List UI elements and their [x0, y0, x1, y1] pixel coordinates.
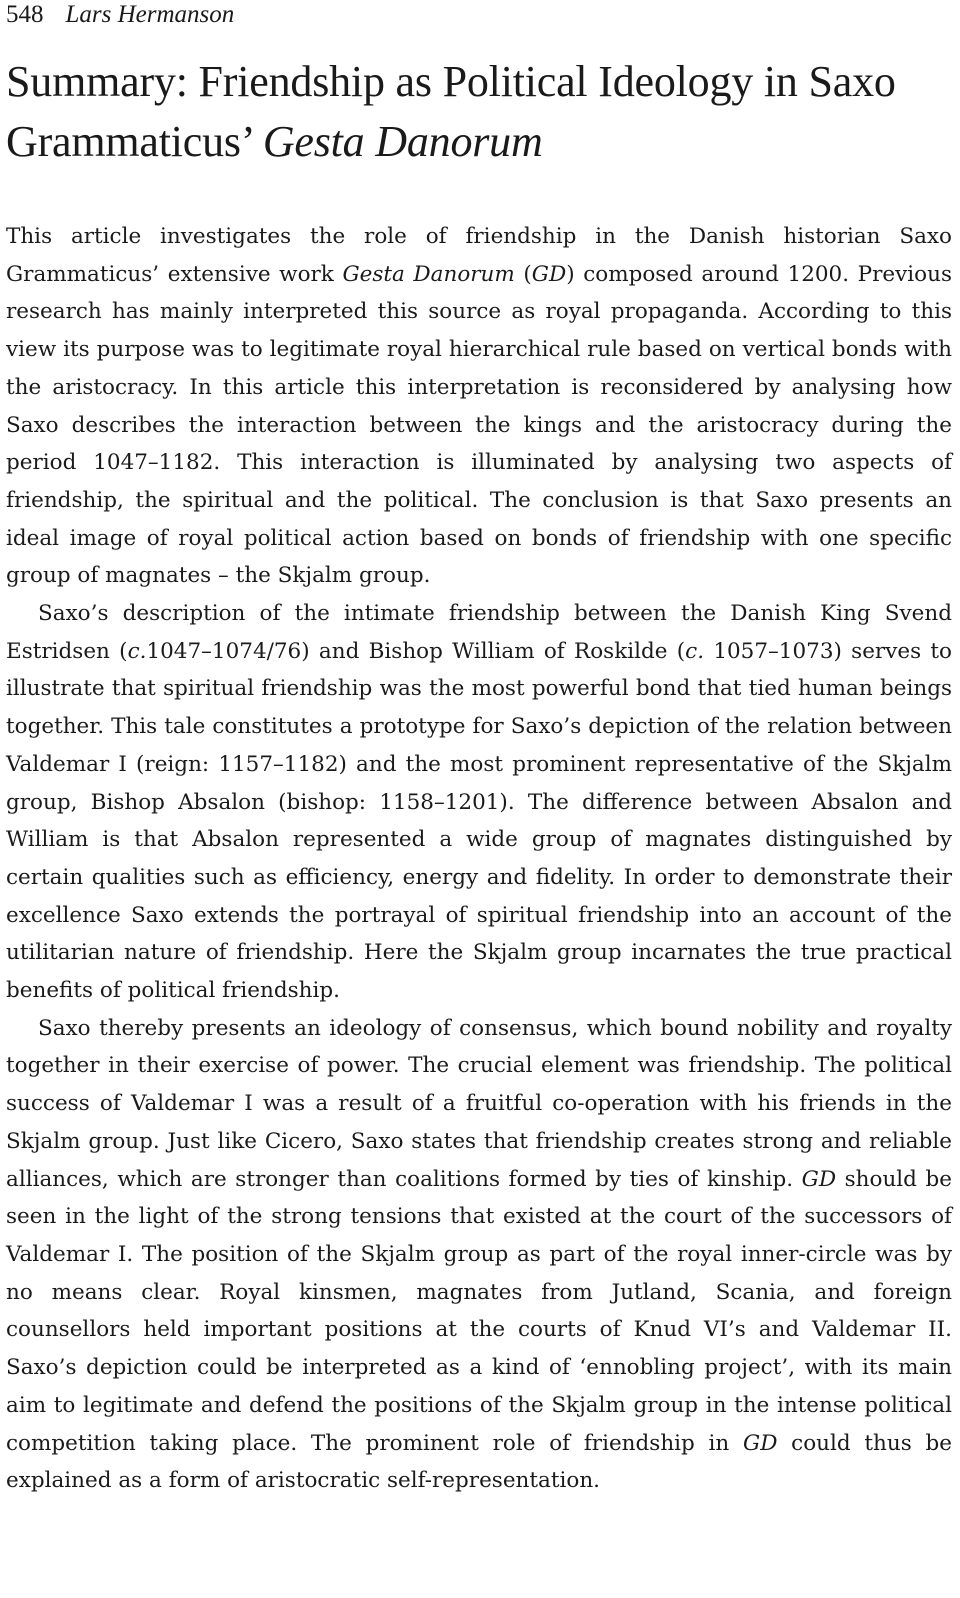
- italic-run: c.: [127, 638, 147, 664]
- italic-run: Gesta Danorum: [342, 261, 515, 287]
- summary-body: [6, 218, 952, 1500]
- article-title-main: Summary: Friendship as Political Ideology in Saxo Grammaticus’: [6, 57, 896, 166]
- italic-run: c.: [685, 638, 705, 664]
- italic-run: GD: [531, 261, 567, 287]
- text-run: This article investigates the role of friendship in the Danish historian Saxo Grammaticus’ extensive work: [6, 224, 952, 287]
- text-run: should be seen in the light of the strong tensions that existed at the court of the successors of Valdemar I. The position of the Skjalm group as part of the royal inner-circle was by no means clear. Royal kinsmen, magnates from Jutland, Scania, and foreign counsellors held important positions at the courts of Knud VI’s and Valdemar II. Saxo’s depiction could be interpreted as a kind of ‘ennobling project’, with its main aim to legitimate and defend the positions of the Skjalm group in the intense political competition taking place. The prominent role of friendship in: [6, 1166, 952, 1456]
- text-run: ) composed around 1200. Previous research has mainly interpreted this source as royal propaganda. According to this view its purpose was to legitimate royal hierarchical rule based on vertical bonds with the aristocracy. In this article this interpretation is reconsidered by analysing how Saxo describes the interaction between the kings and the aristocracy during the period 1047–1182. This interaction is illuminated by analysing two aspects of friendship, the spiritual and the political. The conclusion is that Saxo presents an ideal image of royal political action based on bonds of friendship with one specific group of magnates – the Skjalm group.: [6, 261, 952, 589]
- article-title: [6, 52, 952, 172]
- text-run: (: [514, 261, 532, 287]
- italic-run: GD: [743, 1430, 778, 1456]
- page: [6, 0, 952, 1500]
- italic-run: GD: [801, 1166, 837, 1192]
- text-run: Saxo thereby presents an ideology of consensus, which bound nobility and royalty together in their exercise of power. The crucial element was friendship. The political success of Valdemar I was a result of a fruitful co-operation with his friends in the Skjalm group. Just like Cicero, Saxo states that friendship creates strong and reliable alliances, which are stronger than coalitions formed by ties of kinship.: [6, 1015, 952, 1192]
- paragraph: [6, 218, 952, 595]
- paragraph: [6, 1010, 952, 1500]
- running-head: [6, 0, 952, 32]
- text-run: 1047–1074/76) and Bishop William of Roskilde (: [146, 638, 686, 664]
- text-run: could thus be explained as a form of aristocratic self-representation.: [6, 1430, 952, 1494]
- paragraph: [6, 595, 952, 1010]
- page-number: 548: [6, 1, 44, 28]
- article-title-italic: Gesta Danorum: [262, 117, 543, 166]
- text-run: Saxo’s description of the intimate friendship between the Danish King Svend Estridsen (: [6, 601, 952, 664]
- text-run: 1057–1073) serves to illustrate that spiritual friendship was the most powerful bond that tied human beings together. This tale constitutes a prototype for Saxo’s depiction of the relation between Valdemar I (reign: 1157–1182) and the most prominent representative of the Skjalm group, Bishop Absalon (bishop: 1158–1201). The difference between Absalon and William is that Absalon represented a wide group of magnates distinguished by certain qualities such as efficiency, energy and fidelity. In order to demonstrate their excellence Saxo extends the portrayal of spiritual friendship into an account of the utilitarian nature of friendship. Here the Skjalm group incarnates the true practical benefits of political friendship.: [6, 638, 952, 1004]
- running-head-author: Lars Hermanson: [65, 1, 235, 28]
